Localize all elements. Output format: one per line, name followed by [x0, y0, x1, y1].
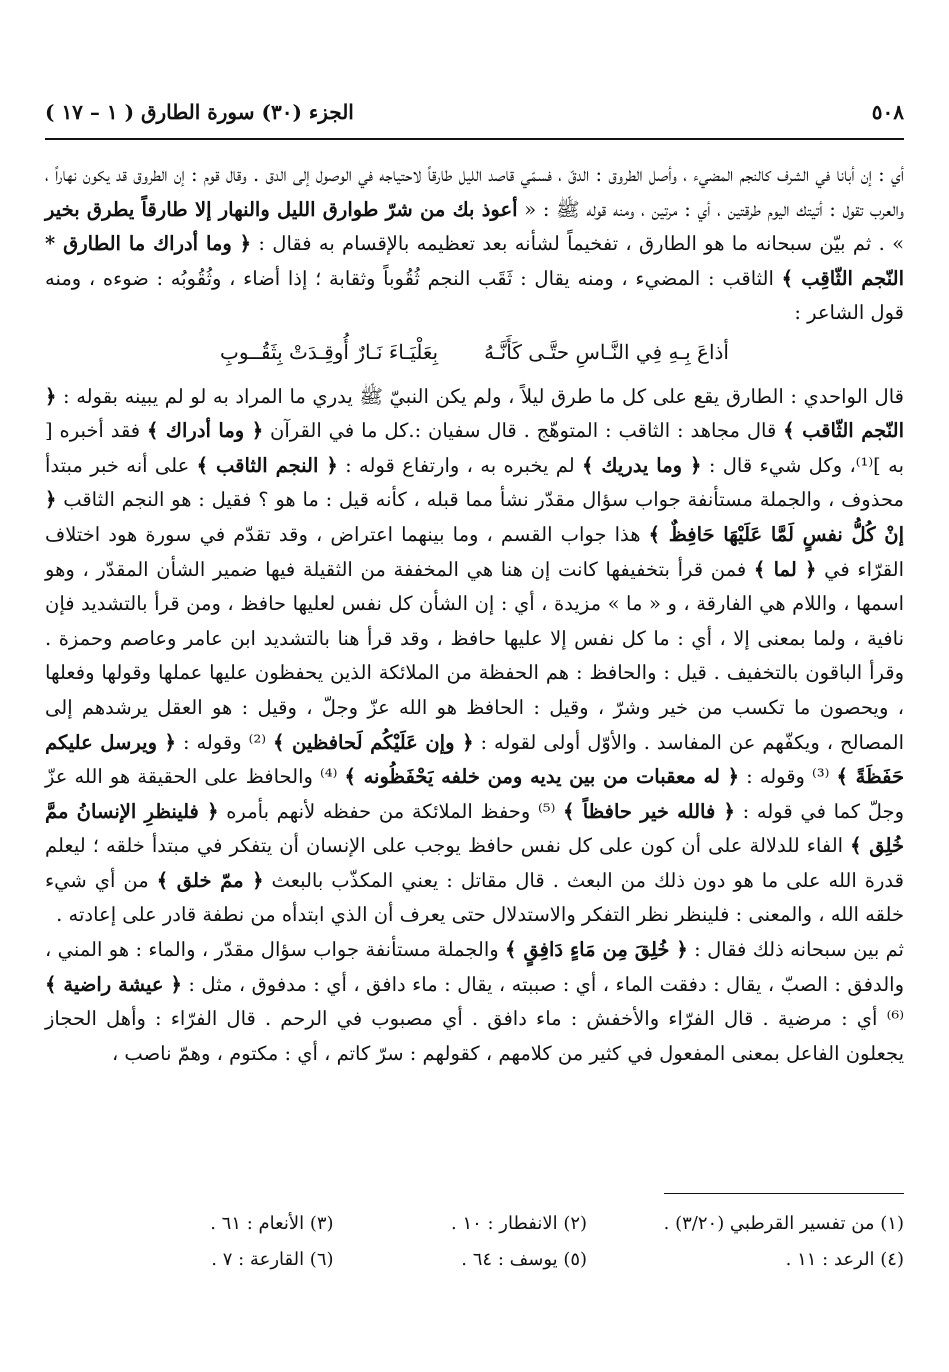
quran-quote: ﴿ عيشة راضية ﴾: [45, 972, 182, 996]
footnote-5: (٥) يوسف : ٦٤ .: [461, 1248, 588, 1270]
footnote-4: (٤) الرعد : ١١ .: [785, 1248, 904, 1270]
quran-quote: ﴿ وما يدريك ﴾: [582, 453, 702, 477]
main-text: [45, 158, 904, 1071]
quran-quote: ﴿ خُلِقَ مِن مَاءٍ دَافِقٍ ﴾: [505, 938, 688, 962]
quran-quote: ﴿ إنْ كُلُّ نفسٍ لَمَّا عَلَيْهَا حَافِظٌ ﴾: [45, 488, 904, 546]
page-number: ٥٠٨: [871, 100, 904, 124]
footnote-2: (٢) الانفطار : ١٠ .: [451, 1212, 588, 1234]
quran-quote: ﴿ لما ﴾: [753, 557, 817, 581]
header-rule: [45, 138, 904, 140]
footnote-row: [80, 1205, 904, 1241]
poem-hemistich-1: أذاعَ بِـهِ فِي النَّـاسِ حتَّـى كَأَنَّـهُ: [484, 339, 729, 364]
running-header: [45, 92, 904, 132]
quran-quote: ﴿ له معقبات من بين يديه ومن خلفه يَحْفَظُونه ﴾: [344, 765, 740, 789]
header-title: الجزء (٣٠) سورة الطارق ( ١ – ١٧ ): [45, 100, 354, 124]
paragraph-1: أي : إن أبانا في الشرف كالنجم المضيء ، وأصل الطروق : الدقّ ، فسمّي قاصد الليل طارقاً لاحتياجه في الوصول إلى الدق . وقال قوم : إن الطروق قد يكون نهاراً ، والعرب تقول : أتيتك اليوم طرقتين ، أي : مرتين ، ومنه قوله ﷺ : « أعوذ بك من شرّ طوارق الليل والنهار إلا طارقاً يطرق بخير » . ثم بيّن سبحانه ما هو الطارق ، تفخيماً لشأنه بعد تعظيمه بالإقسام به فقال : ﴿ وما أدراك ما الطارق * النّجم الثّاقِب ﴾ الثاقب : المضيء ، ومنه يقال : ثَقَب النجم ثُقُوباً وثقابة ؛ إذا أضاء ، وثُقُوبُه : ضوءه ، ومنه قول الشاعر :: [45, 163, 905, 325]
footnote-6: (٦) القارعة : ٧ .: [211, 1248, 334, 1270]
quran-quote: ﴿ وما أدراك ما الطارق * النّجم الثّاقِب ﴾: [45, 232, 905, 290]
paragraph-3: ثم بين سبحانه ذلك فقال : ﴿ خُلِقَ مِن مَاءٍ دَافِقٍ ﴾ والجملة مستأنفة جواب سؤال مقدّر ، والماء : هو المني ، والدفق : الصبّ ، يقال : دفقت الماء ، أي : صببته ، يقال : ماء دافق ، أي : مدفوق ، مثل : ﴿ عيشة راضية ﴾ ⁽⁶⁾ أي : مرضية . قال الفرّاء والأخفش : ماء دافق . أي مصبوب في الرحم . قال الفرّاء : وأهل الحجاز يجعلون الفاعل بمعنى المفعول في كثير من كلامهم ، كقولهم : سرّ كاتم ، أي : مكتوم ، وهمّ ناصب ،: [45, 938, 904, 1065]
quran-quote: ﴿ النجم الثاقب ﴾: [196, 453, 338, 477]
quran-quote: ﴿ فلينظرِ الإنسانُ ممَّ خُلِق ﴾: [45, 799, 904, 858]
quran-quote: ﴿ وإن عَلَيْكُم لَحافظين ﴾: [273, 730, 474, 754]
footnotes: [80, 1205, 904, 1277]
poem-hemistich-2: بِعَلْيَـاءَ نَـارٌ أُوقِـدَتْ بِثَقُــوبِ: [220, 339, 439, 364]
quran-quote: ﴿ ويرسل عليكم حَفَظَةً ﴾: [45, 730, 904, 789]
paragraph-2: قال الواحدي : الطارق يقع على كل ما طرق ليلاً ، ولم يكن النبيّ ﷺ يدري ما المراد به لو لم يبينه بقوله : ﴿ النّجم الثّاقب ﴾ قال مجاهد : الثاقب : المتوهّج . قال سفيان :.كل ما في القرآن ﴿ وما أدراك ﴾ فقد أخبره [ به ]⁽¹⁾، وكل شيء قال : ﴿ وما يدريك ﴾ لم يخبره به ، وارتفاع قوله : ﴿ النجم الثاقب ﴾ على أنه خبر مبتدأ محذوف ، والجملة مستأنفة جواب سؤال مقدّر نشأ مما قبله ، كأنه قيل : ما هو ؟ فقيل : هو النجم الثاقب ﴿ إنْ كُلُّ نفسٍ لَمَّا عَلَيْهَا حَافِظٌ ﴾ هذا جواب القسم ، وما بينهما اعتراض ، وقد تقدّم في سورة هود اختلاف القرّاء في ﴿ لما ﴾ فمن قرأ بتخفيفها كانت إن هنا هي المخففة من الثقيلة فيها ضمير الشأن المقدّر ، وهو اسمها ، واللام هي الفارقة ، و « ما » مزيدة ، أي : إن الشأن كل نفس لعليها حافظ ، ومن قرأ بالتشديد فإن نافية ، ولما بمعنى إلا ، أي : ما كل نفس إلا عليها حافظ ، وقد قرأ هنا بالتشديد ابن عامر وعاصم وحمزة . وقرأ الباقون بالتخفيف . قيل : والحافظ : هم الحفظة من الملائكة الذين يحفظون عليها عملها وقولها وفعلها ، ويحصون ما تكسب من خير وشرّ ، وقيل : الحافظ هو الله عزّ وجلّ ، وقيل : هو العقل يرشدهم إلى المصالح ، ويكفّهم عن المفاسد . والأوّل أولى لقوله : ﴿ وإن عَلَيْكُم لَحافظين ﴾ ⁽²⁾ وقوله : ﴿ ويرسل عليكم حَفَظَةً ﴾ ⁽³⁾ وقوله : ﴿ له معقبات من بين يديه ومن خلفه يَحْفَظُونه ﴾ ⁽⁴⁾ والحافظ على الحقيقة هو الله عزّ وجلّ كما في قوله : ﴿ فالله خير حافظاً ﴾ ⁽⁵⁾ وحفظ الملائكة من حفظه لأنهم بأمره ﴿ فلينظرِ الإنسانُ ممَّ خُلِق ﴾ الفاء للدلالة على أن كون على كل نفس حافظ يوجب على الإنسان أن يتفكر في مبتدأ خلقه ؛ ليعلم قدرة الله على ما هو دون ذلك من البعث . قال مقاتل : يعني المكذّب بالبعث ﴿ ممّ خلق ﴾ من أي شيء خلقه الله ، والمعنى : فلينظر نظر التفكر والاستدلال حتى يعرف أن الذي ابتدأه من نطفة قادر على إعادته .: [45, 384, 905, 927]
poem-verse: [45, 335, 904, 370]
footnote-3: (٣) الأنعام : ٦١ .: [210, 1212, 334, 1234]
quran-quote: ﴿ النّجم الثّاقب ﴾: [45, 384, 905, 443]
quran-quote: ﴿ فالله خير حافظاً ﴾: [563, 799, 735, 823]
footnote-1: (١) من تفسير القرطبي (٣/٢٠) .: [663, 1212, 904, 1234]
footnote-row: [80, 1241, 904, 1277]
quran-quote: ﴿ وما أدراك ﴾: [147, 419, 264, 443]
footnote-rule: [664, 1193, 904, 1194]
quran-quote: ﴿ ممّ خلق ﴾: [156, 868, 264, 892]
hadith-quote: أعوذ بك من شرّ طوارق الليل والنهار إلا طارقاً يطرق بخير: [45, 197, 518, 221]
